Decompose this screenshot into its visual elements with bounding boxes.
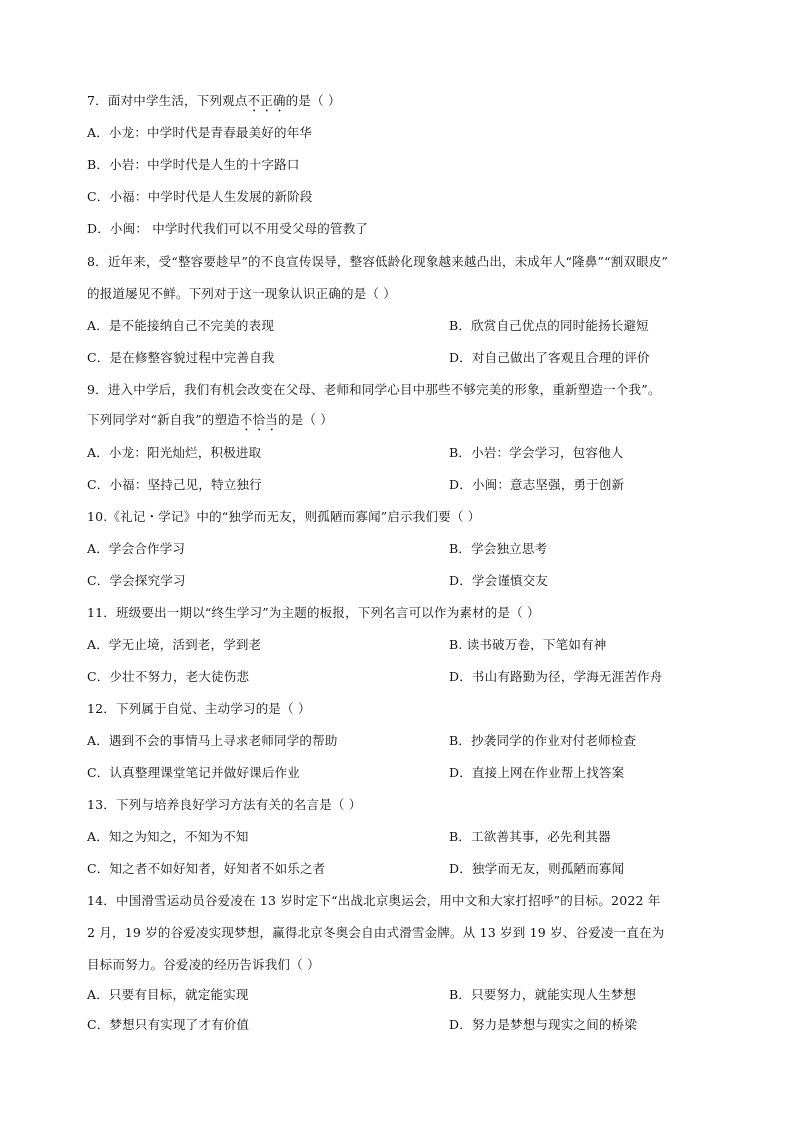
question-13-option-d: D．独学而无友，则孤陋而寡闻: [449, 861, 625, 876]
question-12-option-c: C．认真整理课堂笔记并做好课后作业: [87, 765, 300, 780]
question-10-option-c: C．学会探究学习: [87, 573, 186, 588]
question-8-options-row1: [87, 318, 649, 334]
question-12-options-row1: [87, 733, 637, 749]
question-9-options-row1: [87, 445, 624, 461]
emphasized-text: 不恰当: [239, 412, 278, 427]
question-14-option-c: C．梦想只有实现了才有价值: [87, 1017, 250, 1032]
question-14-option-b: B．只要努力，就能实现人生梦想: [449, 987, 637, 1002]
question-13-options-row2: [87, 861, 625, 877]
question-10-option-a: A．学会合作学习: [87, 541, 186, 556]
question-13-option-a: A．知之为知之，不知为不知: [87, 829, 249, 844]
question-14-stem-line1: 14．中国滑雪运动员谷爱凌在 13 岁时定下“出战北京奥运会，用中文和大家打招呼”的目标。2022 年: [87, 893, 661, 908]
question-11-options-row2: [87, 669, 663, 685]
question-10-options-row1: [87, 541, 548, 557]
question-11-option-d: D．书山有路勤为径，学海无涯苦作舟: [449, 669, 663, 684]
question-11-option-b: B. 读书破万卷，下笔如有神: [449, 637, 607, 652]
question-14-option-a: A．只要有目标，就定能实现: [87, 987, 249, 1002]
question-12-option-d: D．直接上网在作业帮上找答案: [449, 765, 625, 780]
question-10-option-d: D．学会谨慎交友: [449, 573, 549, 588]
question-13-stem: 13．下列与培养良好学习方法有关的名言是（ ）: [87, 797, 362, 812]
stem-text: 下列同学对“新自我”的塑造: [87, 412, 240, 427]
question-10-options-row2: [87, 573, 549, 589]
question-13-options-row1: [87, 829, 611, 845]
question-8-option-a: A．是不能接纳自己不完美的表现: [87, 318, 275, 333]
question-9-option-d: D．小闽：意志坚强，勇于创新: [449, 477, 625, 492]
question-7-option-c: C．小福：中学时代是人生发展的新阶段: [87, 189, 313, 204]
question-11-stem: 11．班级要出一期以“终生学习”为主题的板报，下列名言可以作为素材的是（ ）: [87, 605, 540, 620]
question-12-stem: 12．下列属于自觉、主动学习的是（ ）: [87, 701, 311, 716]
emphasized-text: 不正确: [247, 93, 286, 108]
stem-text: 的是（ ）: [278, 412, 333, 427]
question-9-stem-line2: [87, 412, 333, 434]
question-11-options-row1: [87, 637, 607, 653]
question-14-stem-line2: 2 月，19 岁的谷爱凌实现梦想，赢得北京冬奥会自由式滑雪金牌。从 13 岁到 19 岁、谷爱凌一直在为: [87, 925, 665, 940]
question-14-options-row2: [87, 1017, 638, 1033]
question-7-stem: [87, 93, 341, 115]
question-8-option-b: B．欣赏自己优点的同时能扬长避短: [449, 318, 649, 333]
stem-text: 的是（ ）: [285, 93, 341, 108]
question-11-option-c: C．少壮不努力，老大徒伤悲: [87, 669, 250, 684]
question-12-options-row2: [87, 765, 625, 781]
question-9-option-a: A．小龙：阳光灿烂，积极进取: [87, 445, 262, 460]
question-12-option-b: B．抄袭同学的作业对付老师检查: [449, 733, 637, 748]
stem-text: 7．面对中学生活，下列观点: [87, 93, 248, 108]
question-10-stem: 10.《礼记・学记》中的“独学而无友，则孤陋而寡闻”启示我们要（ ）: [87, 509, 481, 524]
question-7-option-a: A．小龙：中学时代是青春最美好的年华: [87, 125, 313, 140]
question-8-option-c: C．是在修整容貌过程中完善自我: [87, 350, 275, 365]
question-8-options-row2: [87, 350, 650, 366]
question-9-stem-line1: 9．进入中学后，我们有机会改变在父母、老师和同学心目中那些不够完美的形象，重新塑造一个我”。: [87, 382, 661, 397]
question-9-option-b: B．小岩：学会学习，包容他人: [449, 445, 624, 460]
question-14-options-row1: [87, 987, 637, 1003]
question-14-stem-line3: 目标而努力。谷爱凌的经历告诉我们（ ）: [87, 957, 320, 972]
question-9-option-c: C．小福：坚持己见，特立独行: [87, 477, 262, 492]
question-11-option-a: A．学无止境，活到老，学到老: [87, 637, 262, 652]
question-10-option-b: B．学会独立思考: [449, 541, 548, 556]
question-14-option-d: D．努力是梦想与现实之间的桥梁: [449, 1017, 638, 1032]
question-13-option-c: C．知之者不如好知者，好知者不如乐之者: [87, 861, 326, 876]
question-7-option-d: D．小闽： 中学时代我们可以不用受父母的管教了: [87, 221, 369, 236]
question-12-option-a: A．遇到不会的事情马上寻求老师同学的帮助: [87, 733, 338, 748]
question-8-stem-line2: 的报道屡见不鲜。下列对于这一现象认识正确的是（ ）: [87, 286, 396, 301]
question-8-stem-line1: 8．近年来，受“整容要趁早”的不良宣传误导，整容低龄化现象越来越凸出，未成年人“隆鼻”“割双眼皮”: [87, 254, 669, 269]
question-8-option-d: D．对自己做出了客观且合理的评价: [449, 350, 650, 365]
question-7-option-b: B．小岩：中学时代是人生的十字路口: [87, 157, 300, 172]
question-13-option-b: B．工欲善其事，必先利其器: [449, 829, 611, 844]
question-9-options-row2: [87, 477, 625, 493]
